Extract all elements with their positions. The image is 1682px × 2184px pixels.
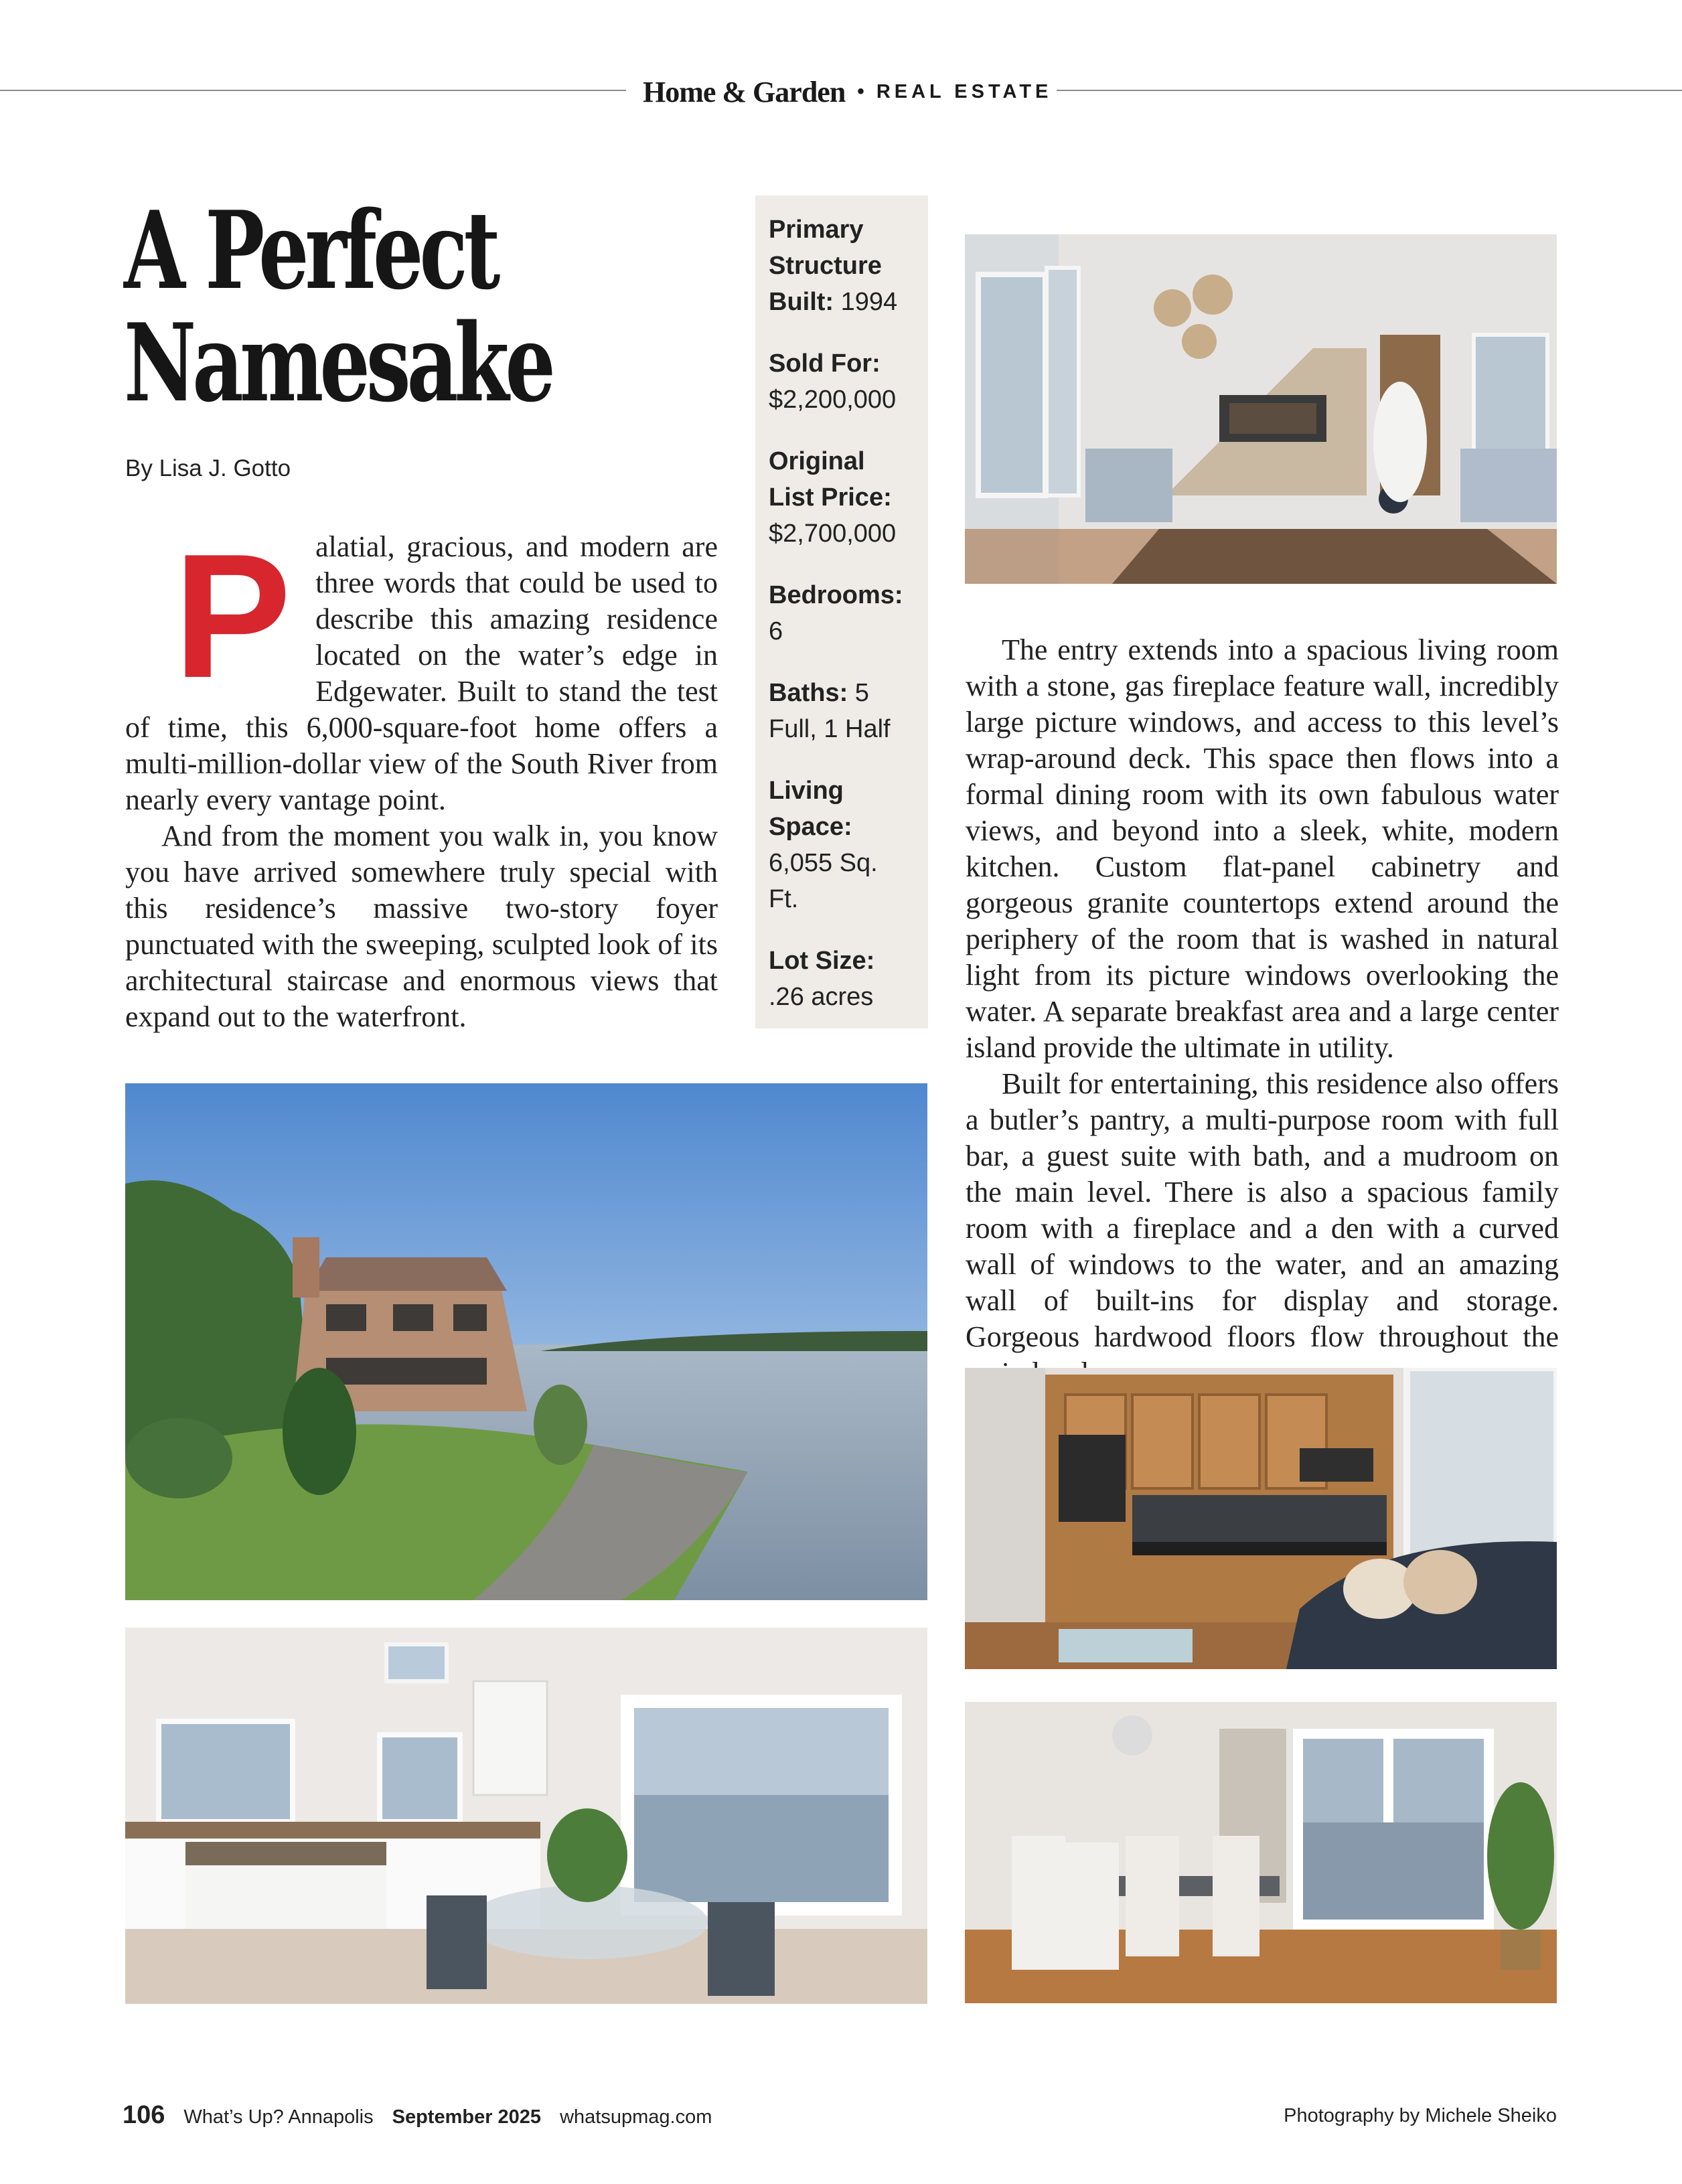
fact-value: 1994	[840, 288, 898, 316]
website: whatsupmag.com	[560, 2106, 712, 2128]
fact-lot-size	[769, 943, 913, 1015]
dining-room-photo	[965, 1702, 1557, 2003]
issue-date: September 2025	[392, 2106, 542, 2128]
fact-value: $2,200,000	[769, 386, 897, 414]
article-paragraph-text: alatial, gracious, and modern are three words that could be used to describe this amazing residence located on the water’s edge in Edgewater. Built to stand the test of time, this 6,000-square-foot home offers a multi-million-dollar view of the South River from nearly every vantage point.	[125, 530, 718, 816]
fact-value: 6	[769, 617, 783, 645]
header-separator: •	[857, 80, 864, 102]
fact-label: Baths:	[769, 679, 848, 707]
fact-built	[769, 212, 913, 320]
fact-value: $2,700,000	[769, 520, 897, 548]
photo-credit: Photography by Michele Sheiko	[1284, 2105, 1557, 2126]
fact-sold-for	[769, 345, 913, 418]
byline: By Lisa J. Gotto	[125, 455, 291, 481]
fact-label: Lot Size:	[769, 947, 875, 975]
article-title	[124, 187, 570, 426]
living-room-photo	[965, 234, 1557, 584]
property-facts-sidebar	[755, 196, 928, 1028]
subsection-name: REAL ESTATE	[876, 80, 1053, 102]
article-paragraph: Built for entertaining, this residence also offers a butler’s pantry, a multi-purpose room with full bar, a guest suite with bath, and a mudroom on the main level. There is also a spacious family room with a fireplace and a den with a curved wall of windows to the water, and an amazing wall of built-ins for display and storage. Gorgeous hardwood floors flow throughout the	[966, 1067, 1559, 1353]
article-column-2	[966, 632, 1559, 1391]
fact-label: Primary Structure Built:	[769, 216, 882, 316]
page-footer	[123, 2101, 712, 2130]
section-header	[643, 68, 1053, 115]
bar-room-photo	[965, 1368, 1557, 1669]
fact-value: .26 acres	[769, 983, 874, 1011]
section-name: Home & Garden	[643, 75, 846, 108]
article-title-line-2: Namesake	[124, 300, 552, 426]
exterior-waterfront-photo	[125, 1083, 927, 1600]
article-paragraph: The entry extends into a spacious living room with a stone, gas fireplace feature wall, incredibly large picture windows, and access to this level’s wrap-around deck. This space then flows into a formal dining room with its own fabulous water views, and beyond into a sleek, white, modern kitchen. Custom flat-panel cabinetry and gorgeous granite countertops extend around the periphery of the room that is washed in natural light from its picture windows overlooking the water. A separate breakfast area and a large center island provide the ultimate in utility.	[966, 633, 1559, 1064]
header-rule-left	[0, 90, 626, 91]
article-paragraph: And from the moment you walk in, you know you have arrived somewhere truly special with this residence’s massive two-story foyer punctuated with the sweeping, sculpted look of its architectural staircase and enormous views that expand out to the waterfront.	[125, 820, 718, 1033]
fact-baths	[769, 675, 913, 747]
article-paragraph	[125, 517, 718, 818]
header-rule-right	[1057, 90, 1682, 91]
fact-list-price	[769, 443, 913, 552]
fact-label: Bedrooms:	[769, 581, 903, 609]
fact-label: Living Space:	[769, 777, 852, 841]
article-column-1	[125, 517, 718, 1035]
fact-value: 6,055 Sq. Ft.	[769, 849, 878, 913]
page-number: 106	[123, 2101, 165, 2129]
fact-label: Original List Price:	[769, 447, 892, 512]
fact-label: Sold For:	[769, 349, 881, 378]
kitchen-photo	[125, 1628, 927, 2004]
fact-value: 5 Full, 1 Half	[769, 679, 891, 743]
publication-name: What’s Up? Annapolis	[183, 2106, 374, 2128]
fact-living-space	[769, 773, 913, 917]
article-title-line-1: A Perfect	[124, 187, 497, 313]
drop-cap: P	[173, 517, 292, 714]
fact-bedrooms	[769, 577, 913, 649]
